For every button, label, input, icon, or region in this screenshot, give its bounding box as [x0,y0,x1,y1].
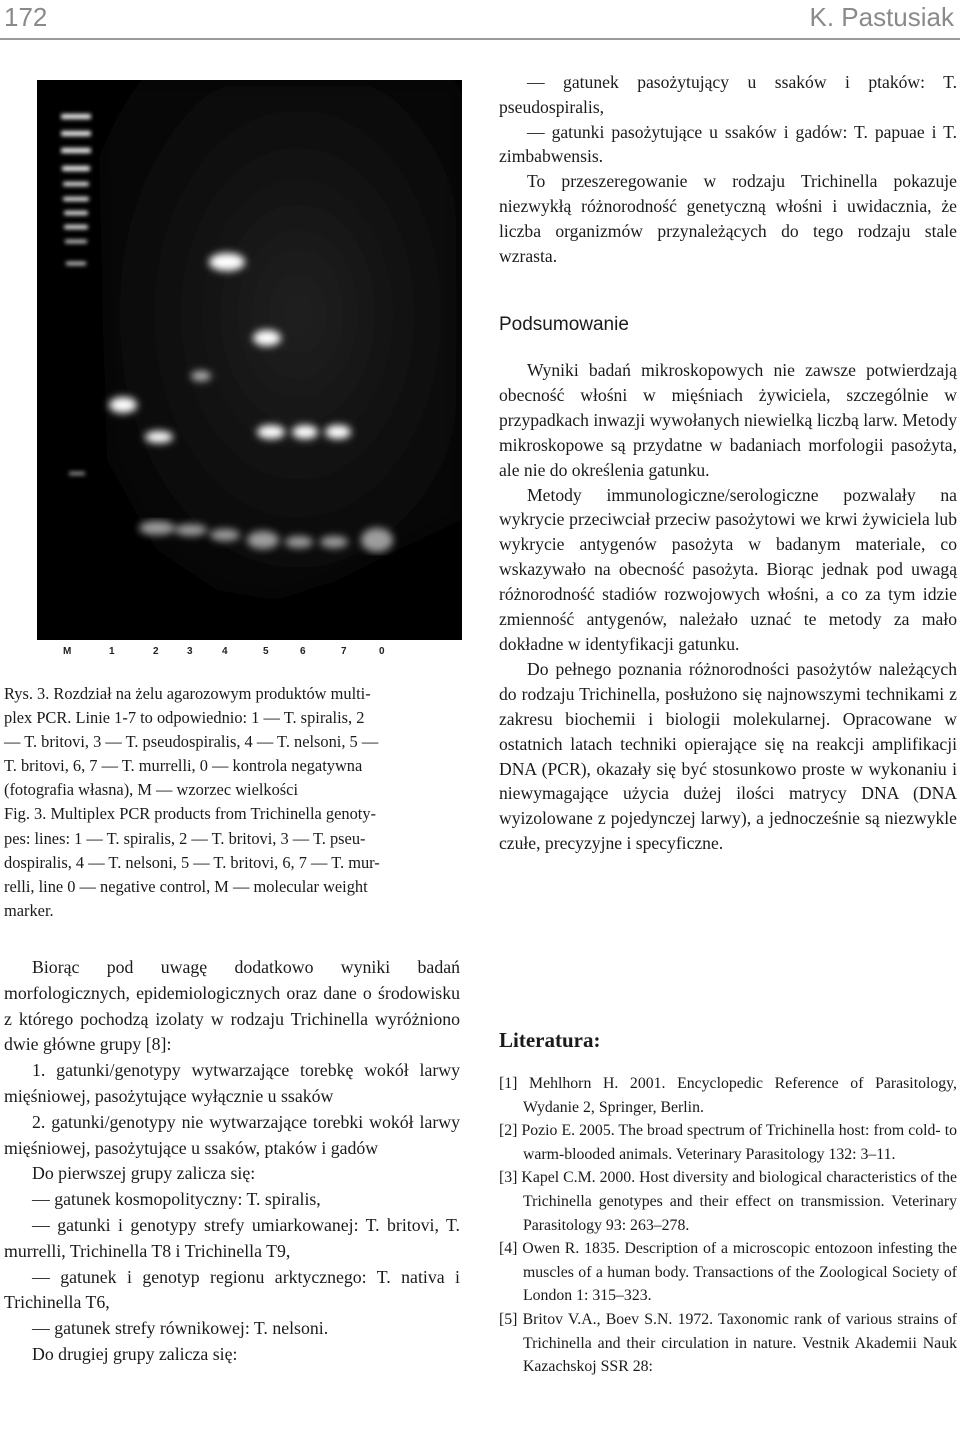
lane-label: 6 [300,646,306,657]
page-header [0,0,960,40]
caption-line: (fotografia własna), M — wzorzec wielkości [4,780,299,800]
gel-electrophoresis-photo [37,80,462,640]
list-item: — gatunki pasożytujące u ssaków i gadów: T. papuae i T. zimbabwensis. [499,121,957,167]
paragraph: To przeszeregowanie w rodzaju Trichinella pokazuje niezwykłą różnorodność genetyczną włośni i uwidacznia, że liczba organizmów przynależących do tego rodzaju stale wzrasta. [499,171,957,266]
lane-label: 2 [153,646,159,657]
lane-label: 3 [187,646,193,657]
paragraph: Wyniki badań mikroskopowych nie zawsze potwierdzają obecność włośni w mięśniach żywiciela, szczególnie w przypadkach inwazji wywołanych niewielką liczbą larw. Metody mikroskopowe są przydatne w badaniach morfologii pasożyta, ale nie do określenia gatunku. [499,360,957,480]
list-item: — gatunek pasożytujący u ssaków i ptaków: T. pseudospiralis, [499,72,957,117]
reference-item: [4] Owen R. 1835. Description of a microscopic entozoon infesting the muscles of a human body. Transactions of the Zoological Society of London 1: 315–323. [499,1240,957,1305]
page-number: 172 [4,2,48,32]
section-heading-summary: Podsumowanie [499,314,629,335]
caption-line: — T. britovi, 3 — T. pseudospiralis, 4 — T. nelsoni, 5 — [4,732,379,752]
list-item: 1. gatunki/genotypy wytwarzające torebkę wokół larwy mięśniowej, pasożytujące wyłącznie u ssaków [4,1060,460,1106]
caption-line: relli, line 0 — negative control, M — molecular weight [4,876,368,896]
list-item: — gatunek strefy równikowej: T. nelsoni. [32,1318,329,1339]
paragraph: Do pierwszej grupy zalicza się: [32,1163,256,1184]
lane-label: 0 [379,646,385,657]
figure-caption [4,682,460,923]
caption-polish [4,682,460,802]
paragraph: Biorąc pod uwagę dodatkowo wyniki badań morfologicznych, epidemiologicznych oraz dane o środowisku z którego pochodzą izolaty w rodzaju Trichinella wyróżniono dwie główne grupy [8]: [4,957,460,1055]
caption-line: Rys. 3. Rozdział na żelu agarozowym produktów multi- [4,684,371,703]
caption-line: dospiralis, 4 — T. nelsoni, 5 — T. britovi, 6, 7 — T. mur- [4,852,380,872]
caption-line: Fig. 3. Multiplex PCR products from Trichinella genoty- [4,804,376,824]
paragraph: Do drugiej grupy zalicza się: [32,1343,238,1364]
lane-label: M [63,646,72,657]
section-heading-literature: Literatura: [499,1028,601,1052]
list-item: 2. gatunki/genotypy nie wytwarzające torebki wokół larwy mięśniowej, pasożytujące u ssaków, ptaków i gadów [4,1111,460,1158]
caption-line: plex PCR. Linie 1-7 to odpowiednio: 1 — T. spiralis, 2 [4,708,365,728]
reference-item: [5] Britov V.A., Boev S.N. 1972. Taxonomic rank of various strains of Trichinella and their circulation in nature. Vestnik Akademii Nauk Kazachskoj SSR 28: [499,1310,957,1376]
list-item: — gatunek i genotyp regionu arktycznego: T. nativa i Trichinella T6, [4,1266,460,1313]
lane-label: 1 [109,646,115,657]
paragraph: Do pełnego poznania różnorodności pasożytów należących do rodzaju Trichinella, posłużono się najnowszymi technikami z zakresu biochemii i biologii molekularnej. Opracowane w ostatnich latach techniki opierające się na reakcji amplifikacji DNA (PCR), okazały się być stosunkowo proste w wykonaniu i niewymagające użycia dużej ilości matrycy DNA (DNA wyizolowane z pojedynczej larwy), a jednocześnie są niezwykle czułe, precyzyjne i specyficzne. [499,658,957,854]
lane-label: 7 [341,646,347,657]
list-item: — gatunek kosmopolityczny: T. spiralis, [32,1189,321,1210]
caption-line: T. britovi, 6, 7 — T. murrelli, 0 — kontrola negatywna [4,756,363,776]
reference-list [499,1072,957,1379]
paragraph: Metody immunologiczne/serologiczne pozwalały na wykrycie przeciwciał przeciw pasożytowi we krwi żywiciela lub wykrycie antygenów pasożyta w badanym materiale, co wskazywało na obecność pasożyta. Biorąc jednak pod uwagą różnorodność stadiów rozwojowych włośni, a co za tym idzie zmienność antygenów, należało uznać te metody za mało dokładne w identyfikacji gatunku. [499,484,957,654]
caption-line: pes: lines: 1 — T. spiralis, 2 — T. britovi, 3 — T. pseu- [4,828,366,848]
summary-body [499,358,957,856]
reference-item: [1] Mehlhorn H. 2001. Encyclopedic Reference of Parasitology, Wydanie 2, Springer, Berlin. [499,1075,957,1116]
left-column-body [4,955,460,1368]
gel-lane-labels [37,642,462,664]
lane-label: 5 [263,646,269,657]
running-head: K. Pastusiak [809,2,954,32]
caption-english [4,802,460,922]
right-column-top [499,70,957,268]
caption-line: marker. [4,900,54,920]
lane-label: 4 [222,646,228,657]
reference-item: [2] Pozio E. 2005. The broad spectrum of Trichinella host: from cold- to warm-blooded animals. Veterinary Parasitology 132: 3–11. [499,1122,957,1163]
list-item: — gatunki i genotypy strefy umiarkowanej: T. britovi, T. murrelli, Trichinella T8 i Trichinella T9, [4,1214,460,1261]
reference-item: [3] Kapel C.M. 2000. Host diversity and biological characteristics of the Trichinella genotypes and their effect on transmission. Veterinary Parasitology 93: 263–278. [499,1169,957,1234]
